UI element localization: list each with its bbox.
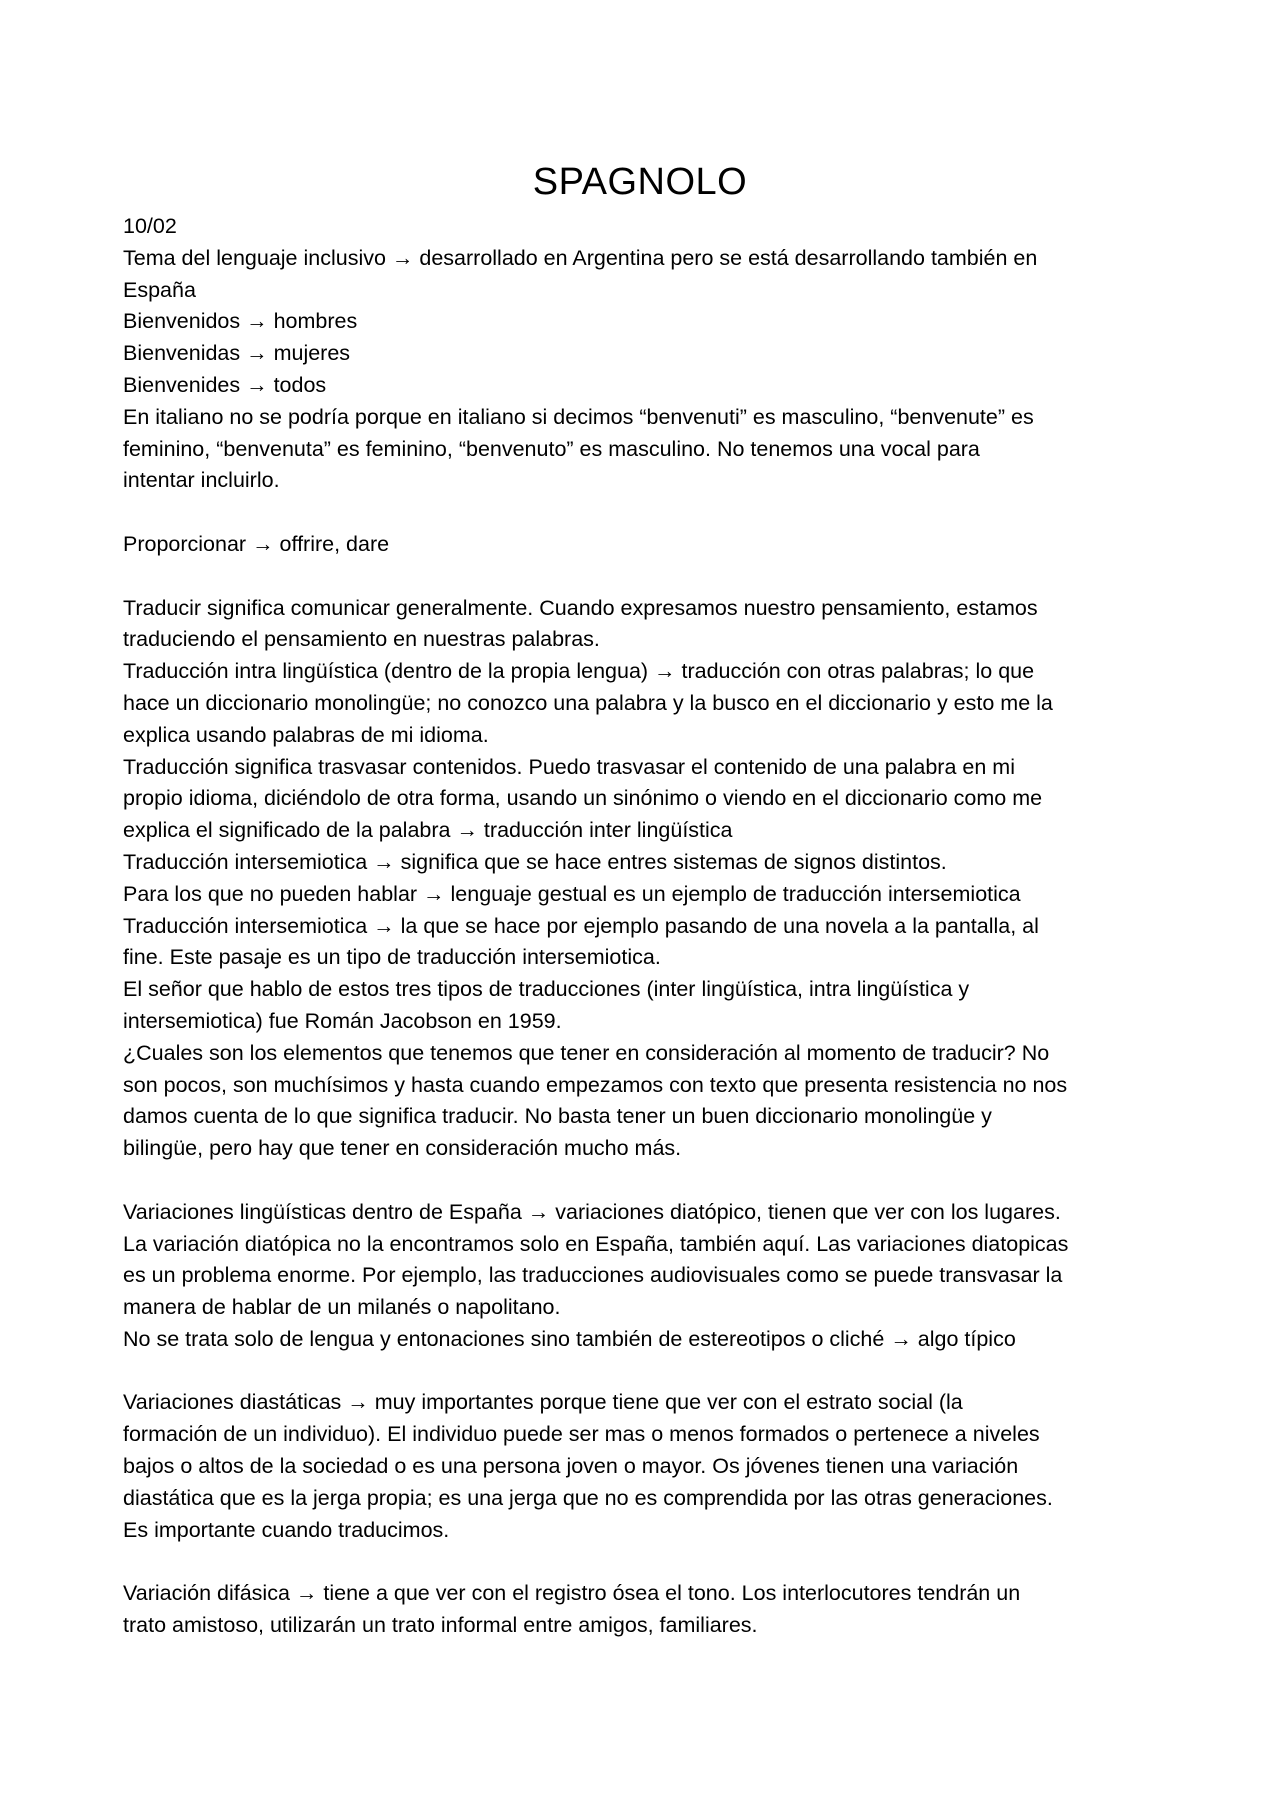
text-line: manera de hablar de un milanés o napolitano. <box>123 1295 561 1320</box>
text-line: diastática que es la jerga propia; es una jerga que no es comprendida por las otras generaciones. <box>123 1485 1053 1510</box>
text-line: Proporcionar → offrire, dare <box>123 531 390 556</box>
text-line: Bienvenidos → hombres <box>123 309 358 334</box>
text-line: intersemiotica) fue Román Jacobson en 1959. <box>123 1008 562 1033</box>
blank-line <box>123 561 1163 593</box>
blank-line <box>123 1546 1163 1578</box>
text-line: feminino, “benvenuta” es feminino, “benvenuto” es masculino. No tenemos una vocal para <box>123 436 980 461</box>
document-body <box>123 211 1163 1642</box>
text-line: bajos o altos de la sociedad o es una persona joven o mayor. Os jóvenes tienen una variación <box>123 1454 1019 1479</box>
text-line: No se trata solo de lengua y entonaciones sino también de estereotipos o cliché → algo típico <box>123 1326 1016 1351</box>
document-title: SPAGNOLO <box>532 161 748 203</box>
blank-line <box>123 1356 1163 1388</box>
text-line: Variación difásica → tiene a que ver con el registro ósea el tono. Los interlocutores tendrán un <box>123 1581 1021 1606</box>
text-line: damos cuenta de lo que significa traducir. No basta tener un buen diccionario monolingüe y <box>123 1104 992 1129</box>
text-line: Tema del lenguaje inclusivo → desarrollado en Argentina pero se está desarrollando también en <box>123 245 1038 270</box>
text-line: propio idioma, diciéndolo de otra forma, usando un sinónimo o viendo en el diccionario como me <box>123 786 1043 811</box>
text-line: 10/02 <box>123 214 177 238</box>
text-line: es un problema enorme. Por ejemplo, las traducciones audiovisuales como se puede transvasar la <box>123 1263 1063 1288</box>
text-line: La variación diatópica no la encontramos solo en España, también aquí. Las variaciones diatopicas <box>123 1231 1069 1256</box>
text-line: explica el significado de la palabra → traducción inter lingüística <box>123 818 733 843</box>
text-line: bilingüe, pero hay que tener en consideración mucho más. <box>123 1136 682 1161</box>
text-line: hace un diccionario monolingüe; no conozco una palabra y la busco en el diccionario y esto me la <box>123 690 1053 715</box>
text-line: son pocos, son muchísimos y hasta cuando empezamos con texto que presenta resistencia no nos <box>123 1072 1068 1097</box>
text-line: Traducción intersemiotica → significa que se hace entres sistemas de signos distintos. <box>123 849 947 874</box>
text-line: Variaciones diastáticas → muy importantes porque tiene que ver con el estrato social (la <box>123 1390 963 1415</box>
text-line: Traducción significa trasvasar contenidos. Puedo trasvasar el contenido de una palabra en mi <box>123 754 1015 779</box>
text-line: Es importante cuando traducimos. <box>123 1517 450 1542</box>
text-line: Traducir significa comunicar generalmente. Cuando expresamos nuestro pensamiento, estamos <box>123 595 1038 620</box>
text-line: El señor que hablo de estos tres tipos de traducciones (inter lingüística, intra lingüística y <box>123 977 970 1002</box>
text-line: Variaciones lingüísticas dentro de España → variaciones diatópico, tienen que ver con los lugares. <box>123 1199 1061 1224</box>
text-line: intentar incluirlo. <box>123 468 280 493</box>
blank-line <box>123 1165 1163 1197</box>
text-line: Traducción intra lingüística (dentro de la propia lengua) → traducción con otras palabras; lo que <box>123 659 1035 684</box>
text-line: formación de un individuo). El individuo puede ser mas o menos formados o pertenece a niveles <box>123 1422 1040 1447</box>
text-line: Bienvenidas → mujeres <box>123 341 351 366</box>
text-line: fine. Este pasaje es un tipo de traducción intersemiotica. <box>123 945 661 970</box>
text-line: Traducción intersemiotica → la que se hace por ejemplo pasando de una novela a la pantalla, al <box>123 913 1039 938</box>
text-line: ¿Cuales son los elementos que tenemos que tener en consideración al momento de traducir? No <box>123 1040 1050 1065</box>
text-line: Bienvenides → todos <box>123 372 327 397</box>
text-line: traduciendo el pensamiento en nuestras palabras. <box>123 627 600 652</box>
text-line: En italiano no se podría porque en italiano si decimos “benvenuti” es masculino, “benvenute” es <box>123 404 1034 429</box>
text-line: Para los que no pueden hablar → lenguaje gestual es un ejemplo de traducción intersemiotica <box>123 881 1021 906</box>
text-line: explica usando palabras de mi idioma. <box>123 722 489 747</box>
text-line: trato amistoso, utilizarán un trato informal entre amigos, familiares. <box>123 1613 758 1638</box>
text-line: España <box>123 277 196 302</box>
blank-line <box>123 497 1163 529</box>
